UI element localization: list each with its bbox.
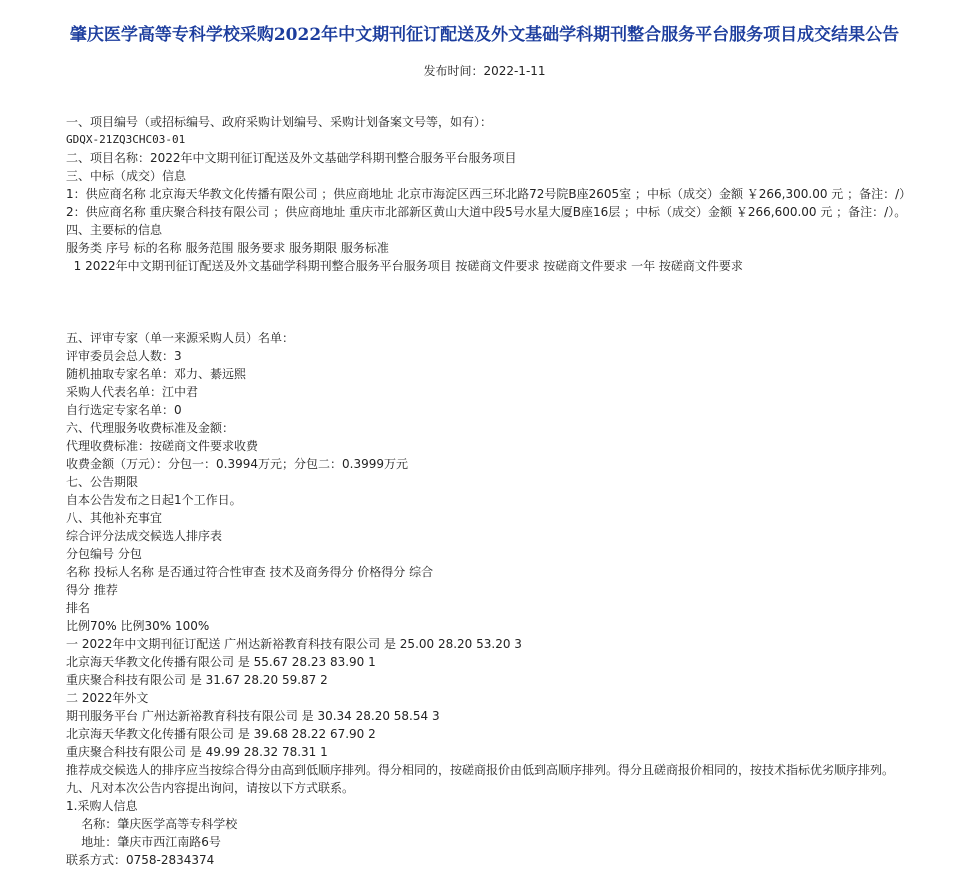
section-1-heading: 一、项目编号（或招标编号、政府采购计划编号、采购计划备案文号等，如有）： <box>66 115 493 129</box>
winner-1-info: 1：供应商名称 北京海天华教文化传播有限公司 ；供应商地址 北京市海淀区西三环北路72号院B座2605室 ；中标（成交）金额 ￥266,300.00 元 ；备注：/） <box>66 187 912 201</box>
ranking-header-3: 得分 推荐 <box>66 583 118 597</box>
ranking-row: 期刊服务平台 广州达新裕教育科技有限公司 是 30.34 28.20 58.54 3 <box>66 709 440 723</box>
fee-standard: 代理收费标准：按磋商文件要求收费 <box>66 439 259 453</box>
ranking-row: 北京海天华教文化传播有限公司 是 39.68 28.22 67.90 2 <box>66 727 376 741</box>
section-5-heading: 五、评审专家（单一来源采购人员）名单： <box>66 331 295 345</box>
page-title: 肇庆医学高等专科学校采购2022年中文期刊征订配送及外文基础学科期刊整合服务平台服务项目成交结果公告 <box>69 25 900 45</box>
section-7-heading: 七、公告期限 <box>66 475 139 489</box>
random-experts: 随机抽取专家名单：邓力、綦远熙 <box>66 367 247 381</box>
purchaser-info-heading: 1.采购人信息 <box>66 799 138 813</box>
self-selected-experts: 自行选定专家名单：0 <box>66 403 182 417</box>
ranking-row: 重庆聚合科技有限公司 是 31.67 28.20 59.87 2 <box>66 673 328 687</box>
ranking-header-1: 分包编号 分包 <box>66 547 142 561</box>
ranking-header-5: 比例70% 比例30% 100% <box>66 619 210 633</box>
notice-period: 自本公告发布之日起1个工作日。 <box>66 493 242 507</box>
purchaser-contact: 联系方式：0758-2834374 <box>66 853 215 867</box>
publish-date: 发布时间：2022-1-11 <box>423 64 546 78</box>
purchaser-rep: 采购人代表名单：江中君 <box>66 385 199 399</box>
section-4-heading: 四、主要标的信息 <box>66 223 163 237</box>
section-3-heading: 三、中标（成交）信息 <box>66 169 187 183</box>
ranking-header-2: 名称 投标人名称 是否通过符合性审查 技术及商务得分 价格得分 综合 <box>66 565 434 579</box>
section-6-heading: 六、代理服务收费标准及金额： <box>66 421 235 435</box>
ranking-group-2-label: 二 2022年外文 <box>66 691 149 705</box>
section-9-heading: 九、凡对本次公告内容提出询问，请按以下方式联系。 <box>66 781 355 795</box>
ranking-row: 一 2022年中文期刊征订配送 广州达新裕教育科技有限公司 是 25.00 28.20 53.20 3 <box>66 637 522 651</box>
purchaser-name: 名称：肇庆医学高等专科学校 <box>66 817 238 831</box>
fee-amount: 收费金额（万元）：分包一：0.3994万元；分包二：0.3999万元 <box>66 457 408 471</box>
subject-table-header: 服务类 序号 标的名称 服务范围 服务要求 服务期限 服务标准 <box>66 241 389 255</box>
purchaser-address: 地址：肇庆市西江南路6号 <box>66 835 221 849</box>
project-code: GDQX-21ZQ3CHC03-01 <box>66 133 186 146</box>
expert-total: 评审委员会总人数：3 <box>66 349 182 363</box>
section-8-heading: 八、其他补充事宜 <box>66 511 163 525</box>
section-2-project-name: 二、项目名称：2022年中文期刊征订配送及外文基础学科期刊整合服务平台服务项目 <box>66 151 517 165</box>
ranking-table-title: 综合评分法成交候选人排序表 <box>66 529 223 543</box>
ranking-row: 北京海天华教文化传播有限公司 是 55.67 28.23 83.90 1 <box>66 655 376 669</box>
ranking-header-4: 排名 <box>66 601 91 615</box>
winner-2-info: 2：供应商名称 重庆聚合科技有限公司 ；供应商地址 重庆市北部新区黄山大道中段5号水星大厦B座16层 ；中标（成交）金额 ￥266,600.00 元 ；备注：/）。 <box>66 205 907 219</box>
ranking-rule-note: 推荐成交候选人的排序应当按综合得分由高到低顺序排列。得分相同的，按磋商报价由低到高顺序排列。得分且磋商报价相同的，按技术指标优劣顺序排列。 <box>66 763 895 777</box>
ranking-row: 重庆聚合科技有限公司 是 49.99 28.32 78.31 1 <box>66 745 328 759</box>
subject-table-row: 1 2022年中文期刊征订配送及外文基础学科期刊整合服务平台服务项目 按磋商文件要求 按磋商文件要求 一年 按磋商文件要求 <box>66 259 743 273</box>
